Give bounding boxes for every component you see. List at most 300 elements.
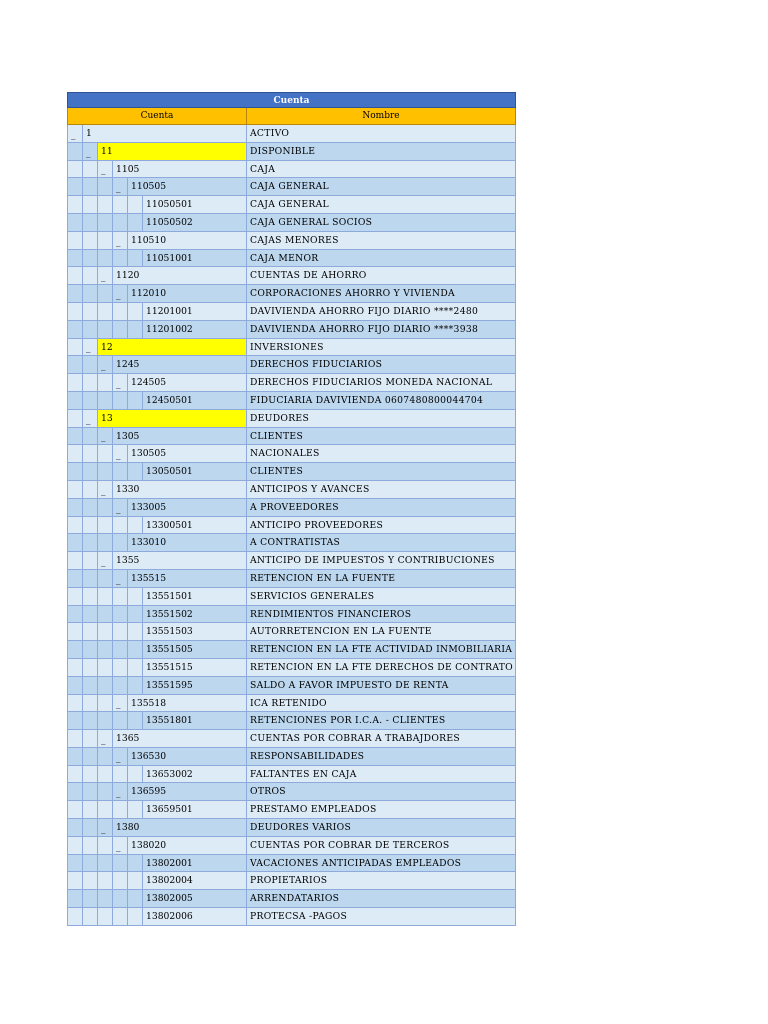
table-row[interactable]	[67, 588, 516, 606]
collapse-toggle[interactable]	[98, 161, 113, 178]
account-name: ARRENDATARIOS	[250, 893, 340, 905]
account-code: 11050501	[146, 199, 193, 211]
collapse-toggle[interactable]	[113, 748, 128, 765]
account-name: DERECHOS FIDUCIARIOS MONEDA NACIONAL	[250, 377, 493, 389]
indent-cell	[68, 303, 83, 320]
account-name: DISPONIBLE	[250, 145, 316, 157]
table-row[interactable]	[67, 872, 516, 890]
collapse-icon[interactable]: _	[101, 165, 106, 176]
collapse-toggle[interactable]	[98, 356, 113, 373]
account-name: CAJA GENERAL	[250, 181, 329, 193]
indent-cell	[98, 837, 113, 854]
table-row[interactable]	[67, 623, 516, 641]
indent-cell	[98, 748, 113, 765]
account-cell	[68, 517, 247, 534]
account-cell	[68, 303, 247, 320]
indent-cell	[83, 801, 98, 818]
indent-cell	[128, 321, 143, 338]
indent-cell	[83, 748, 98, 765]
indent-cell	[83, 890, 98, 907]
collapse-toggle[interactable]	[113, 445, 128, 462]
indent-cell	[68, 872, 83, 889]
account-name: RENDIMIENTOS FINANCIEROS	[250, 608, 412, 620]
table-row[interactable]	[67, 178, 516, 196]
account-code: 1	[86, 128, 92, 139]
table-row[interactable]	[67, 837, 516, 855]
account-name: CAJA GENERAL SOCIOS	[250, 216, 373, 228]
indent-cell	[128, 606, 143, 623]
account-code: 133005	[131, 501, 167, 513]
indent-cell	[113, 463, 128, 480]
indent-cell	[113, 392, 128, 409]
table-row[interactable]	[67, 695, 516, 713]
indent-cell	[128, 855, 143, 872]
indent-cell	[98, 196, 113, 213]
collapse-toggle[interactable]	[98, 819, 113, 836]
table-title: Cuenta	[67, 92, 516, 108]
collapse-icon[interactable]: _	[101, 556, 106, 567]
indent-cell	[113, 534, 128, 551]
account-name: PROTECSA -PAGOS	[250, 911, 348, 923]
indent-cell	[68, 837, 83, 854]
indent-cell	[83, 445, 98, 462]
account-code: 13551801	[146, 715, 193, 727]
indent-cell	[98, 178, 113, 195]
collapse-icon[interactable]: _	[116, 236, 121, 247]
account-name: CAJAS MENORES	[250, 234, 339, 246]
account-code: 11	[98, 143, 246, 160]
collapse-icon[interactable]: _	[116, 841, 121, 852]
account-cell	[68, 588, 247, 605]
indent-cell	[113, 641, 128, 658]
table-row[interactable]	[67, 534, 516, 552]
account-name: SALDO A FAVOR IMPUESTO DE RENTA	[250, 679, 449, 691]
table-row[interactable]	[67, 730, 516, 748]
collapse-toggle[interactable]	[98, 481, 113, 498]
table-row[interactable]	[67, 161, 516, 179]
account-cell	[68, 801, 247, 818]
table-row[interactable]	[67, 570, 516, 588]
indent-cell	[98, 641, 113, 658]
indent-cell	[113, 801, 128, 818]
indent-cell	[68, 570, 83, 587]
collapse-icon[interactable]: _	[116, 752, 121, 763]
table-row[interactable]	[67, 677, 516, 695]
indent-cell	[68, 552, 83, 569]
indent-cell	[128, 766, 143, 783]
account-name: FIDUCIARIA DAVIVIENDA 0607480800044704	[250, 394, 484, 406]
indent-cell	[83, 232, 98, 249]
account-name: FALTANTES EN CAJA	[250, 768, 357, 780]
account-cell	[68, 339, 247, 356]
indent-cell	[83, 481, 98, 498]
account-name: RETENCIONES POR I.C.A. - CLIENTES	[250, 715, 446, 727]
account-name: CUENTAS POR COBRAR A TRABAJDORES	[250, 733, 460, 745]
account-code: 13050501	[146, 466, 193, 478]
indent-cell	[83, 285, 98, 302]
table-row[interactable]	[67, 410, 516, 428]
account-name: CORPORACIONES AHORRO Y VIVIENDA	[250, 288, 455, 300]
account-cell	[68, 534, 247, 551]
indent-cell	[68, 499, 83, 516]
account-cell	[68, 445, 247, 462]
account-name: AUTORRETENCION EN LA FUENTE	[250, 626, 432, 638]
table-row[interactable]	[67, 250, 516, 268]
indent-cell	[68, 161, 83, 178]
indent-cell	[68, 214, 83, 231]
indent-cell	[83, 267, 98, 284]
indent-cell	[113, 908, 128, 925]
indent-cell	[98, 801, 113, 818]
account-name: CLIENTES	[250, 466, 304, 478]
account-name: DERECHOS FIDUCIARIOS	[250, 359, 383, 371]
account-name: OTROS	[250, 786, 286, 798]
account-code: 13551502	[146, 608, 193, 620]
account-cell	[68, 908, 247, 925]
indent-cell	[98, 855, 113, 872]
indent-cell	[113, 623, 128, 640]
indent-cell	[68, 641, 83, 658]
collapse-icon[interactable]: _	[116, 574, 121, 585]
account-name: CAJA MENOR	[250, 252, 319, 264]
indent-cell	[68, 463, 83, 480]
account-cell	[68, 143, 247, 160]
indent-cell	[98, 783, 113, 800]
indent-cell	[83, 374, 98, 391]
account-name: CUENTAS DE AHORRO	[250, 270, 367, 282]
collapse-icon[interactable]: _	[86, 414, 91, 425]
indent-cell	[83, 766, 98, 783]
collapse-icon[interactable]: _	[116, 378, 121, 389]
collapse-icon[interactable]: _	[101, 432, 106, 443]
account-code: 130505	[131, 448, 167, 460]
account-cell	[68, 837, 247, 854]
indent-cell	[98, 303, 113, 320]
indent-cell	[83, 517, 98, 534]
table-row[interactable]	[67, 321, 516, 339]
table-row[interactable]	[67, 463, 516, 481]
account-code: 1365	[116, 733, 140, 745]
indent-cell	[113, 250, 128, 267]
indent-cell	[68, 677, 83, 694]
collapse-toggle[interactable]	[98, 730, 113, 747]
indent-cell	[83, 695, 98, 712]
account-code: 13659501	[146, 804, 193, 816]
table-row[interactable]	[67, 908, 516, 926]
account-cell	[68, 356, 247, 373]
account-name: PROPIETARIOS	[250, 875, 328, 887]
indent-cell	[68, 178, 83, 195]
collapse-icon[interactable]: _	[101, 272, 106, 283]
indent-cell	[68, 855, 83, 872]
account-cell	[68, 570, 247, 587]
account-name: DAVIVIENDA AHORRO FIJO DIARIO ****3938	[250, 323, 479, 335]
indent-cell	[128, 588, 143, 605]
account-code: 13802001	[146, 857, 193, 869]
indent-cell	[98, 445, 113, 462]
indent-cell	[83, 730, 98, 747]
indent-cell	[98, 517, 113, 534]
column-header-cuenta[interactable]: Cuenta	[68, 108, 247, 124]
account-cell	[68, 250, 247, 267]
table-row[interactable]	[67, 855, 516, 873]
indent-cell	[68, 428, 83, 445]
indent-cell	[68, 410, 83, 427]
indent-cell	[83, 499, 98, 516]
indent-cell	[98, 374, 113, 391]
indent-cell	[98, 606, 113, 623]
account-cell	[68, 606, 247, 623]
table-row[interactable]	[67, 712, 516, 730]
collapse-toggle[interactable]	[113, 695, 128, 712]
table-row[interactable]	[67, 356, 516, 374]
indent-cell	[113, 855, 128, 872]
indent-cell	[128, 214, 143, 231]
table-row[interactable]	[67, 606, 516, 624]
collapse-icon[interactable]: _	[116, 289, 121, 300]
table-row[interactable]	[67, 125, 516, 143]
account-cell	[68, 695, 247, 712]
account-code: 13551501	[146, 590, 193, 602]
table-row[interactable]	[67, 392, 516, 410]
indent-cell	[83, 196, 98, 213]
table-row[interactable]	[67, 819, 516, 837]
collapse-icon[interactable]: _	[116, 699, 121, 710]
indent-cell	[98, 623, 113, 640]
indent-cell	[98, 712, 113, 729]
collapse-icon[interactable]: _	[101, 734, 106, 745]
indent-cell	[128, 872, 143, 889]
collapse-icon[interactable]: _	[86, 147, 91, 158]
account-cell	[68, 677, 247, 694]
account-cell	[68, 872, 247, 889]
indent-cell	[83, 783, 98, 800]
indent-cell	[68, 908, 83, 925]
indent-cell	[68, 606, 83, 623]
indent-cell	[98, 908, 113, 925]
indent-cell	[113, 872, 128, 889]
indent-cell	[128, 463, 143, 480]
indent-cell	[83, 303, 98, 320]
collapse-toggle[interactable]	[98, 267, 113, 284]
indent-cell	[68, 730, 83, 747]
table-row[interactable]	[67, 801, 516, 819]
indent-cell	[128, 908, 143, 925]
collapse-icon[interactable]: _	[116, 503, 121, 514]
account-code: 12	[98, 339, 246, 356]
indent-cell	[128, 392, 143, 409]
indent-cell	[68, 623, 83, 640]
indent-cell	[83, 356, 98, 373]
table-row[interactable]	[67, 339, 516, 357]
account-name: CAJA GENERAL	[250, 199, 329, 211]
account-code: 11051001	[146, 252, 193, 264]
collapse-toggle[interactable]	[113, 178, 128, 195]
indent-cell	[68, 392, 83, 409]
table-row[interactable]	[67, 374, 516, 392]
table-row[interactable]	[67, 766, 516, 784]
account-code: 1245	[116, 359, 140, 371]
collapse-icon[interactable]: _	[116, 788, 121, 799]
account-name: INVERSIONES	[250, 341, 324, 353]
column-header-nombre[interactable]: Nombre	[362, 111, 400, 121]
account-name: SERVICIOS GENERALES	[250, 590, 375, 602]
indent-cell	[68, 445, 83, 462]
table-row[interactable]	[67, 445, 516, 463]
account-code: 1105	[116, 163, 140, 175]
account-code: 13	[98, 410, 246, 427]
account-code: 11050502	[146, 216, 193, 228]
collapse-icon[interactable]: _	[86, 343, 91, 354]
table-row[interactable]	[67, 214, 516, 232]
account-code: 1355	[116, 555, 140, 567]
account-cell	[68, 428, 247, 445]
table-row[interactable]	[67, 890, 516, 908]
indent-cell	[83, 872, 98, 889]
indent-cell	[68, 695, 83, 712]
account-code: 136530	[131, 750, 167, 762]
account-code: 1380	[116, 822, 140, 834]
table-row[interactable]	[67, 748, 516, 766]
collapse-toggle[interactable]	[68, 125, 83, 142]
table-row[interactable]	[67, 303, 516, 321]
account-code: 13802004	[146, 875, 193, 887]
collapse-icon[interactable]: _	[71, 129, 76, 140]
indent-cell	[68, 517, 83, 534]
collapse-toggle[interactable]	[83, 143, 98, 160]
indent-cell	[83, 552, 98, 569]
account-name: VACACIONES ANTICIPADAS EMPLEADOS	[250, 857, 462, 869]
table-row[interactable]	[67, 481, 516, 499]
indent-cell	[98, 499, 113, 516]
indent-cell	[83, 606, 98, 623]
account-name: ANTICIPOS Y AVANCES	[250, 483, 370, 495]
indent-cell	[83, 659, 98, 676]
indent-cell	[98, 392, 113, 409]
indent-cell	[83, 392, 98, 409]
account-code: 1305	[116, 430, 140, 442]
account-code: 13551515	[146, 661, 193, 673]
account-cell	[68, 855, 247, 872]
account-code: 1330	[116, 483, 140, 495]
indent-cell	[128, 712, 143, 729]
indent-cell	[68, 588, 83, 605]
indent-cell	[83, 321, 98, 338]
account-cell	[68, 463, 247, 480]
account-code: 13802005	[146, 893, 193, 905]
account-code: 136595	[131, 786, 167, 798]
collapse-toggle[interactable]	[113, 285, 128, 302]
table-row[interactable]	[67, 267, 516, 285]
collapse-icon[interactable]: _	[116, 450, 121, 461]
account-cell	[68, 730, 247, 747]
collapse-toggle[interactable]	[83, 410, 98, 427]
collapse-toggle[interactable]	[113, 837, 128, 854]
table-row[interactable]	[67, 499, 516, 517]
collapse-icon[interactable]: _	[101, 823, 106, 834]
table-row[interactable]	[67, 232, 516, 250]
account-cell	[68, 321, 247, 338]
collapse-toggle[interactable]	[113, 570, 128, 587]
account-cell	[68, 890, 247, 907]
indent-cell	[83, 712, 98, 729]
collapse-toggle[interactable]	[113, 374, 128, 391]
collapse-toggle[interactable]	[83, 339, 98, 356]
account-name: CLIENTES	[250, 430, 304, 442]
indent-cell	[98, 766, 113, 783]
account-cell	[68, 481, 247, 498]
account-code: 138020	[131, 839, 167, 851]
table-row[interactable]	[67, 428, 516, 446]
indent-cell	[113, 517, 128, 534]
indent-cell	[98, 214, 113, 231]
account-code: 13551595	[146, 679, 193, 691]
table-row[interactable]	[67, 659, 516, 677]
indent-cell	[83, 819, 98, 836]
account-code: 13300501	[146, 519, 193, 531]
collapse-toggle[interactable]	[113, 232, 128, 249]
account-code: 13551505	[146, 644, 193, 656]
indent-cell	[98, 534, 113, 551]
table-row[interactable]	[67, 552, 516, 570]
account-cell	[68, 623, 247, 640]
table-row[interactable]	[67, 285, 516, 303]
indent-cell	[83, 534, 98, 551]
collapse-icon[interactable]: _	[101, 361, 106, 372]
indent-cell	[113, 677, 128, 694]
collapse-toggle[interactable]	[98, 552, 113, 569]
indent-cell	[68, 267, 83, 284]
account-cell	[68, 819, 247, 836]
indent-cell	[83, 623, 98, 640]
indent-cell	[98, 232, 113, 249]
indent-cell	[83, 463, 98, 480]
indent-cell	[113, 606, 128, 623]
indent-cell	[68, 659, 83, 676]
collapse-toggle[interactable]	[113, 499, 128, 516]
account-code: 11201002	[146, 323, 193, 335]
table-row[interactable]	[67, 196, 516, 214]
account-code: 133010	[131, 537, 167, 549]
indent-cell	[128, 623, 143, 640]
indent-cell	[83, 250, 98, 267]
table-row[interactable]	[67, 641, 516, 659]
table-body	[67, 125, 516, 926]
indent-cell	[68, 766, 83, 783]
indent-cell	[128, 890, 143, 907]
indent-cell	[98, 463, 113, 480]
collapse-toggle[interactable]	[98, 428, 113, 445]
account-cell	[68, 196, 247, 213]
column-header-row	[67, 108, 516, 125]
indent-cell	[113, 766, 128, 783]
collapse-icon[interactable]: _	[116, 183, 121, 194]
indent-cell	[113, 659, 128, 676]
collapse-toggle[interactable]	[113, 783, 128, 800]
indent-cell	[98, 588, 113, 605]
table-row[interactable]	[67, 517, 516, 535]
collapse-icon[interactable]: _	[101, 485, 106, 496]
table-row[interactable]	[67, 783, 516, 801]
indent-cell	[83, 837, 98, 854]
table-row[interactable]	[67, 143, 516, 161]
indent-cell	[128, 250, 143, 267]
indent-cell	[128, 303, 143, 320]
indent-cell	[113, 588, 128, 605]
indent-cell	[83, 641, 98, 658]
account-cell	[68, 659, 247, 676]
indent-cell	[83, 161, 98, 178]
